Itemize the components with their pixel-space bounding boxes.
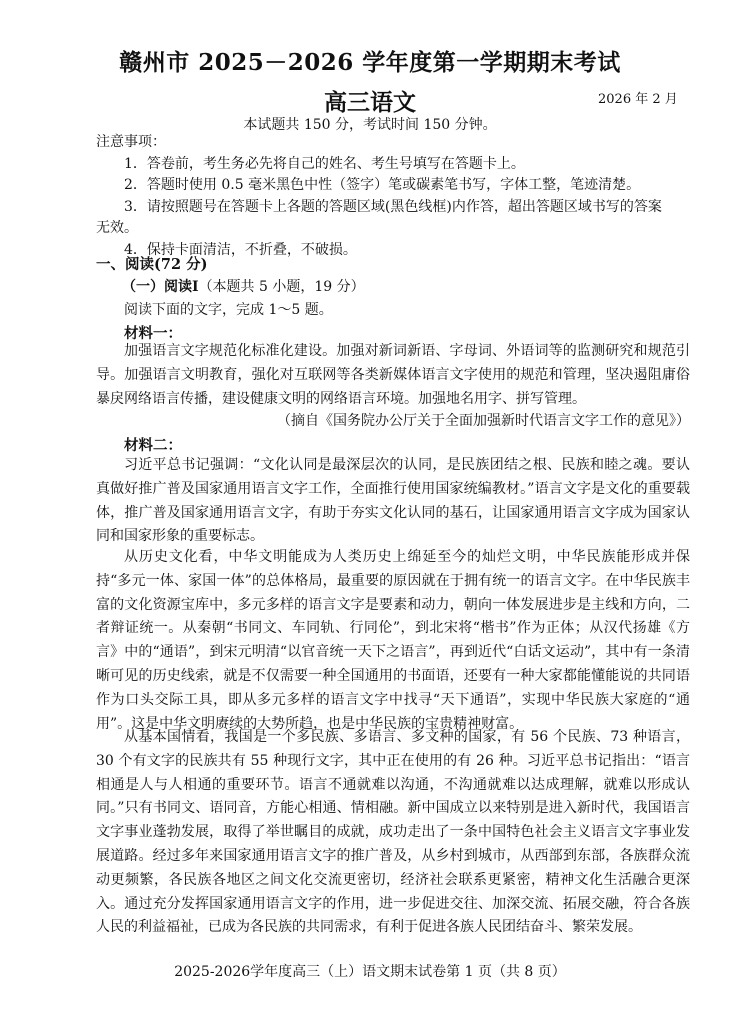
- notes-heading: 注意事项：: [96, 134, 166, 150]
- material1-label: 材料一：: [124, 325, 182, 342]
- instruction: 阅读下面的文字，完成 1～5 题。: [124, 302, 333, 318]
- section-title: 一、阅读(72 分): [96, 256, 208, 273]
- subject-title: 高三语文: [324, 89, 416, 116]
- subsection-detail: （本题共 5 小题，19 分）: [198, 279, 365, 295]
- material2-paragraph: 习近平总书记强调：“文化认同是最深层次的认同，是民族团结之根、民族和睦之魂。要认真做好推广普及国家通用语言文字工作，全面推行使用国家统编教材。”语言文字是文化的重要载体，推广普及国家通用语言文字，有助于夯实文化认同的基石，让国家通用语言文字成为国家认同和国家形象的重要标志。: [96, 457, 690, 545]
- material2-label: 材料二：: [124, 437, 182, 454]
- note-item: 2．答题时使用 0.5 毫米黑色中性（签字）笔或碳素笔书写，字体工整，笔迹清楚。: [124, 177, 641, 193]
- exam-date: 2026 年 2 月: [598, 92, 678, 107]
- note-item: 4．保持卡面清洁，不折叠，不破损。: [124, 241, 357, 258]
- material1-source: （摘自《国务院办公厅关于全面加强新时代语言文字工作的意见》）: [277, 413, 690, 429]
- note-item: 1．答卷前，考生务必先将自己的姓名、考生号填写在答题卡上。: [124, 155, 525, 172]
- exam-title: 赣州市 2025－2026 学年度第一学期期末考试: [119, 49, 621, 76]
- material2-paragraph: 从基本国情看，我国是一个多民族、多语言、多文种的国家，有 56 个民族、73 种语言，30 个有文字的民族共有 55 种现行文字，其中正在使用的有 26 种。习近平总书记指出：“语言相通是人与人相通的重要环节。语言不通就难以沟通，不沟通就难以达成理解，就难以形成认同。”只有书同文、语同音，方能心相通、情相融。新中国成立以来特别是进入新时代，我国语言文字事业蓬勃发展，取得了举世瞩目的成就，成功走出了一条中国特色社会主义语言文字事业发展道路。经过多年来国家通用语言文字的推广普及，从乡村到城市，从西部到东部，各族群众流动更频繁，各民族各地区之间文化交流更密切，经济社会联系更紧密，精神文化生活融合更深入。通过充分发挥国家通用语言文字的作用，进一步促进交往、加深交流、拓展交融，符合各族人民的利益福祉，已成为各民族的共同需求，有利于促进各族人民团结奋斗、繁荣发展。: [96, 729, 690, 936]
- material1-text: 加强语言文字规范化标准化建设。加强对新词新语、字母词、外语词等的监测研究和规范引导。加强语言文明教育，强化对互联网等各类新媒体语言文字使用的规范和管理，坚决遏阻庸俗暴戾网络语言传播，建设健康文明的网络语言环境。加强地名用字、拼写管理。: [96, 343, 690, 407]
- material2-paragraph: 从历史文化看，中华文明能成为人类历史上绵延至今的灿烂文明，中华民族能形成并保持“多元一体、家国一体”的总体格局，最重要的原因就在于拥有统一的语言文字。在中华民族丰富的文化资源宝库中，多元多样的语言文字是要素和动力，朝向一体发展进步是主线和方向，二者辩证统一。从秦朝“书同文、车同轨、行同伦”，到北宋将“楷书”作为正体；从汉代扬雄《方言》中的“通语”，到宋元明清“以官音统一天下之语言”，再到近代“白话文运动”，其中有一条清晰可见的历史线索，就是不仅需要一种全国通用的书面语，还要有一种大家都能懂能说的共同语作为口头交际工具，即从多元多样的语言文字中找寻“天下通语”，实现中华民族大家庭的“通用”。这是中华文明赓续的大势所趋，也是中华民族的宝贵精神财富。: [96, 549, 690, 732]
- subsection-title: [122, 276, 365, 296]
- subsection-label: （一）阅读Ⅰ: [122, 279, 199, 295]
- page-footer: 2025-2026学年度高三（上）语文期末试卷第 1 页（共 8 页）: [174, 964, 566, 980]
- notes-block: [96, 132, 666, 261]
- exam-info: 本试题共 150 分，考试时间 150 分钟。: [243, 117, 497, 133]
- note-item: 3．请按照题号在答题卡上各题的答题区域(黑色线框)内作答，超出答题区域书写的答案无效。: [96, 198, 662, 236]
